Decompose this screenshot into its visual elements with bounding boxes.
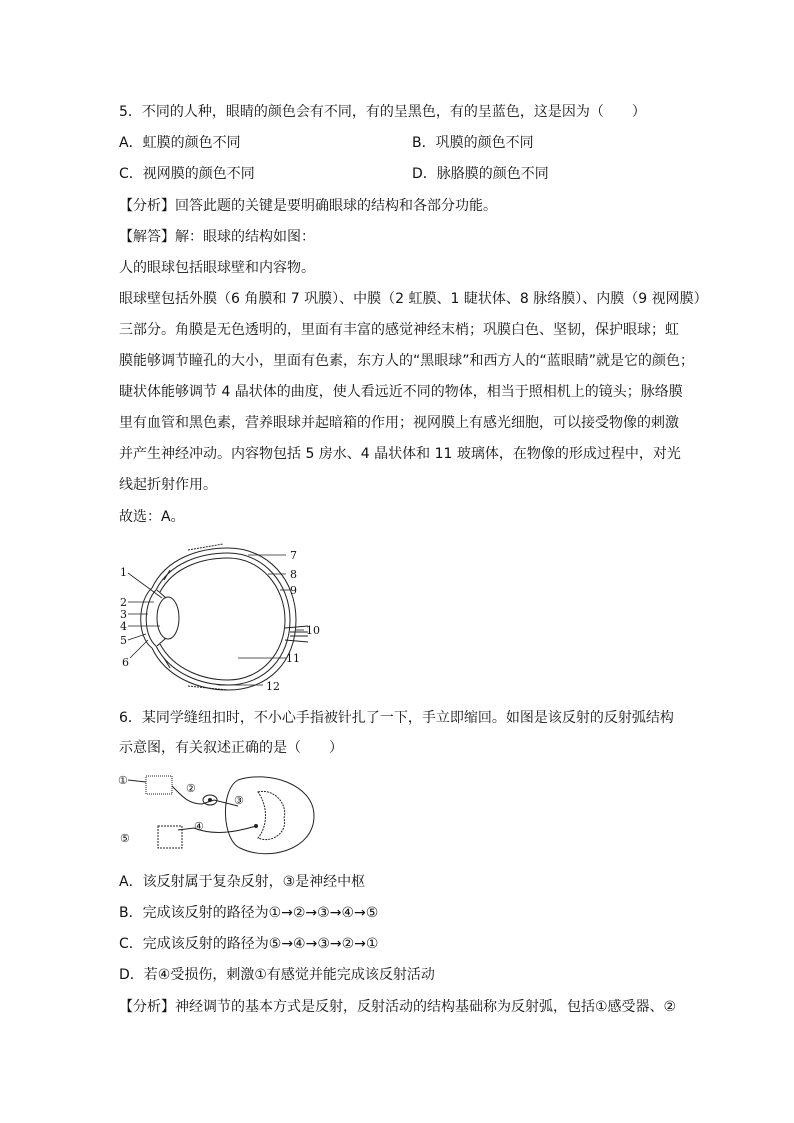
eye-label: 9 [290, 584, 297, 597]
q5-paragraph-2-line: 里有血管和黑色素，营养眼球并起暗箱的作用；视网膜上有感光细胞，可以接受物像的刺激 [119, 415, 679, 431]
q6-option-b: B．完成该反射的路径为①→②→③→④→⑤ [119, 905, 379, 921]
eye-label: 11 [286, 652, 300, 665]
eye-label: 4 [120, 620, 127, 633]
receptor-skin [146, 776, 172, 794]
q5-analysis: 【分析】回答此题的关键是要明确眼球的结构和各部分功能。 [119, 198, 497, 214]
eye-label: 8 [290, 568, 297, 581]
reflex-arc-diagram [118, 770, 328, 862]
eye-label: 5 [120, 634, 127, 647]
q6-stem-line-1: 6．某同学缝纽扣时，不小心手指被针扎了一下，手立即缩回。如图是该反射的反射弧结构 [119, 710, 674, 726]
iris-upper [157, 590, 166, 598]
q5-answer-heading: 【解答】解：眼球的结构如图： [119, 229, 315, 245]
q5-paragraph-2-line: 三部分。角膜是无色透明的，里面有丰富的感觉神经末梢；巩膜白色、坚韧，保护眼球；虹 [119, 322, 679, 338]
eye-label: 10 [306, 624, 320, 637]
q6-analysis: 【分析】神经调节的基本方式是反射，反射活动的结构基础称为反射弧，包括①感受器、② [119, 999, 677, 1015]
q5-paragraph-2-line: 眼球壁包括外膜（6 角膜和 7 巩膜）、中膜（2 虹膜、1 睫状体、8 脉络膜）、内膜（9 视网膜） [119, 291, 708, 307]
iris-lower [157, 638, 166, 646]
eye-label: 12 [266, 680, 280, 693]
eye-label: 2 [120, 596, 127, 609]
q5-paragraph-1: 人的眼球包括眼球壁和内容物。 [119, 260, 315, 276]
q6-option-d: D．若④受损伤，刺激①有感觉并能完成该反射活动 [119, 967, 435, 983]
q5-option-b: B．巩膜的颜色不同 [412, 135, 534, 151]
eye-label: 3 [120, 608, 127, 621]
effector-muscle [158, 826, 182, 848]
arc-label-center: ③ [234, 794, 244, 807]
spinal-cord-outline [225, 777, 314, 854]
q5-option-d: D．脉胳膜的颜色不同 [412, 166, 549, 182]
arc-label-afferent: ② [186, 782, 196, 795]
q6-option-c: C．完成该反射的路径为⑤→④→③→②→① [119, 936, 379, 952]
q5-paragraph-2-line: 睫状体能够调节 4 晶状体的曲度，使人看远近不同的物体，相当于照相机上的镜头；脉络膜 [119, 384, 683, 400]
eye-label: 7 [290, 549, 297, 562]
cornea-inner [146, 590, 156, 646]
q5-option-c: C．视网膜的颜色不同 [119, 166, 255, 182]
eye-label: 6 [122, 656, 129, 669]
q6-stem-line-2: 示意图，有关叙述正确的是（ ） [119, 740, 343, 756]
q5-paragraph-2-line: 膜能够调节瞳孔的大小，里面有色素，东方人的“黑眼球”和西方人的“蓝眼睛”就是它的颜色； [119, 353, 695, 369]
lens [157, 597, 179, 639]
q5-stem: 5．不同的人种，眼睛的颜色会有不同，有的呈黑色，有的呈蓝色，这是因为（ ） [119, 104, 646, 120]
efferent-nerve [178, 826, 256, 832]
spinal-cord-gray-matter [258, 791, 285, 839]
q5-choice: 故选：A。 [119, 509, 185, 525]
q5-option-a: A．虹膜的颜色不同 [119, 135, 241, 151]
arc-label-efferent: ④ [194, 820, 204, 833]
q5-paragraph-2-line: 线起折射作用。 [119, 477, 217, 493]
eye-label: 1 [120, 566, 127, 579]
q6-option-a: A．该反射属于复杂反射，③是神经中枢 [119, 874, 366, 890]
arc-label-receptor: ① [118, 774, 128, 787]
q5-paragraph-2-line: 并产生神经冲动。内容物包括 5 房水、4 晶状体和 11 玻璃体，在物像的形成过程中，对光 [119, 446, 681, 462]
arc-label-effector: ⑤ [120, 832, 130, 845]
eye-diagram [118, 540, 338, 698]
